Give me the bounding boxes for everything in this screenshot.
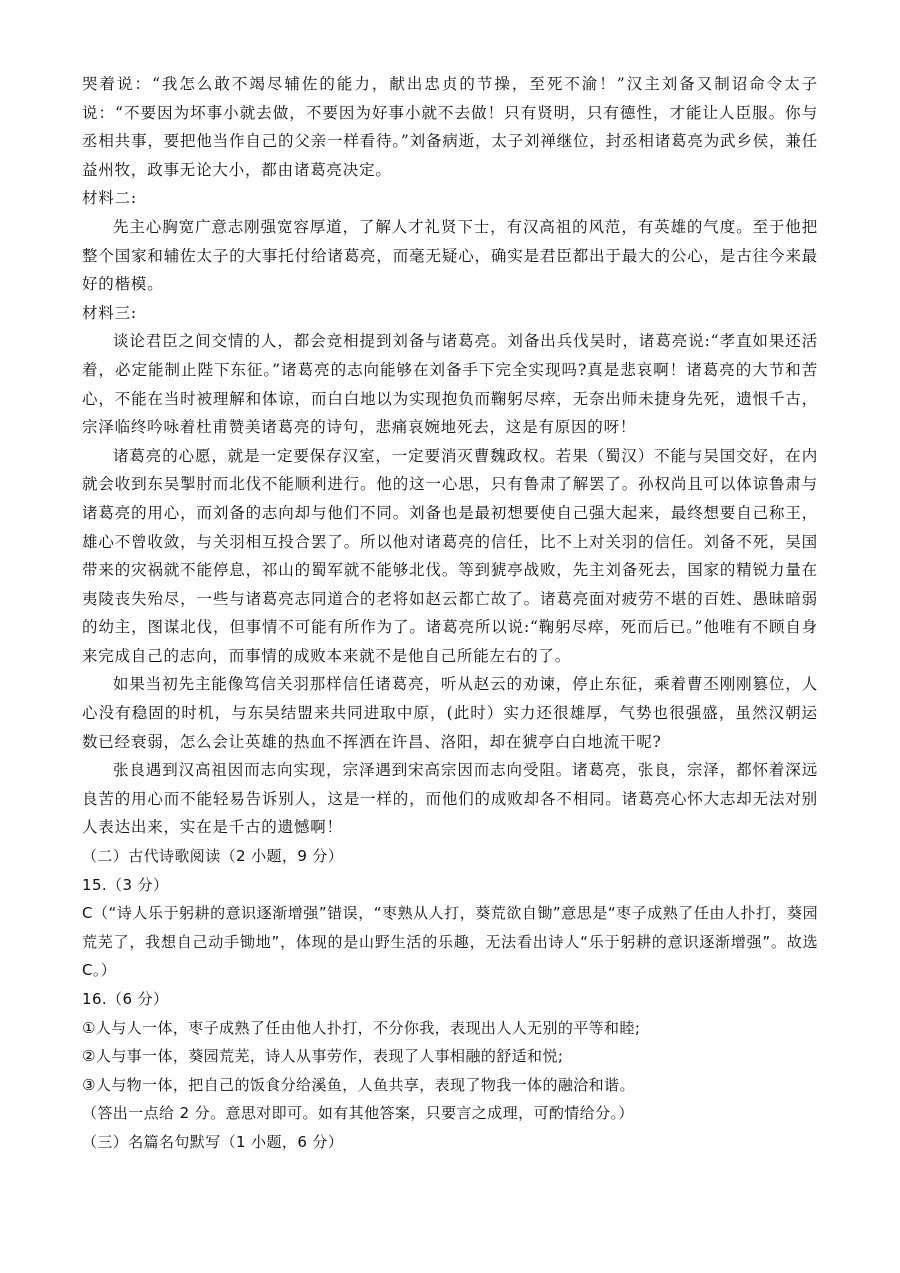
question-16-point-3: ③人与物一体，把自己的饭食分给溪鱼，人鱼共享，表现了物我一体的融洽和谐。: [82, 1075, 635, 1094]
paragraph-material2: 先主心胸宽广意志刚强宽容厚道，了解人才礼贤下士，有汉高祖的风范，有英雄的气度。至于他把整个国家和辅佐太子的大事托付给诸葛亮，而毫无疑心，确实是君臣都出于最大的公心，是古往今来最好的楷模。: [82, 217, 818, 294]
question-15-answer: C（“诗人乐于躬耕的意识逐渐增强”错误，“枣熟从人打，葵荒欲自锄”意思是“枣子成熟了任由人扑打，葵园荒芜了，我想自己动手锄地”，体现的是山野生活的乐趣，无法看出诗人“乐于躬耕的意识逐渐增强”。故选 C。）: [82, 904, 818, 980]
paragraph-material3-1: 谈论君臣之间交情的人，都会竞相提到刘备与诸葛亮。刘备出兵伐吴时，诸葛亮说:“孝直如果还活着，必定能制止陛下东征。”诸葛亮的志向能够在刘备手下完全实现吗?真是悲哀啊！诸葛亮的大节和苦心，不能在当时被理解和体谅，而白白地以为实现抱负而鞠躬尽瘁，无奈出师未捷身先死，遗恨千古，宗泽临终吟咏着杜甫赞美诸葛亮的诗句，悲痛哀婉地死去，这是有原因的呀！: [82, 332, 818, 437]
paragraph-material1-end: 哭着说：“我怎么敢不竭尽辅佐的能力，献出忠贞的节操，至死不渝！”汉主刘备又制诏命令太子说：“不要因为坏事小就去做，不要因为好事小就不去做！只有贤明，只有德性，才能让人臣服。你与丞相共事，要把他当作自己的父亲一样看待。”刘备病逝，太子刘禅继位，封丞相诸葛亮为武乡侯，兼任益州牧，政事无论大小，都由诸葛亮决定。: [82, 75, 818, 179]
paragraph-material3-4: 张良遇到汉高祖因而志向实现，宗泽遇到宋高宗因而志向受阻。诸葛亮，张良，宗泽，都怀着深远良苦的用心而不能轻易告诉别人，这是一样的，而他们的成败却各不相同。诸葛亮心怀大志却无法对别人表达出来，实在是千古的遗憾啊！: [82, 761, 818, 837]
question-16-scoring-note: （答出一点给 2 分。意思对即可。如有其他答案，只要言之成理，可酌情给分。）: [82, 1104, 634, 1123]
heading-material3: 材料三:: [82, 303, 137, 322]
section-title-recitation: （三）名篇名句默写（1 小题，6 分）: [82, 1132, 344, 1151]
heading-material2: 材料二:: [82, 189, 137, 208]
question-15-label: 15.（3 分）: [82, 875, 169, 894]
question-16-point-2: ②人与事一体，葵园荒芜，诗人从事劳作，表现了人事相融的舒适和悦;: [82, 1047, 564, 1066]
question-16-label: 16.（6 分）: [82, 990, 169, 1008]
question-16-point-1: ①人与人一体，枣子成熟了任由他人扑打，不分你我，表现出人人无别的平等和睦;: [82, 1018, 641, 1037]
paragraph-material3-3: 如果当初先主能像笃信关羽那样信任诸葛亮，听从赵云的劝谏，停止东征，乘着曹丕刚刚篡位，人心没有稳固的时机，与东吴结盟来共同进取中原，(此时）实力还很雄厚，气势也很强盛，虽然汉朝运数已经衰弱，怎么会让英雄的热血不挥洒在许昌、洛阳，却在猇亭白白地流干呢?: [82, 675, 818, 751]
section-title-poetry: （二）古代诗歌阅读（2 小题，9 分）: [82, 847, 344, 866]
paragraph-material3-2: 诸葛亮的心愿，就是一定要保存汉室，一定要消灭曹魏政权。若果（蜀汉）不能与吴国交好，在内就会收到东吴掣肘而北伐不能顺利进行。他的这一心思，只有鲁肃了解罢了。孙权尚且可以体谅鲁肃与诸葛亮的用心，而刘备的志向却与他们不同。刘备也是最初想要使自己强大起来，最终想要自己称王，雄心不曾收敛，与关羽相互投合罢了。所以他对诸葛亮的信任，比不上对关羽的信任。刘备不死，吴国带来的灾祸就不能停息，祁山的蜀军就不能够北伐。等到猇亭战败，先主刘备死去，国家的精锐力量在夷陵丧失殆尽，一些与诸葛亮志同道合的老将如赵云都亡故了。诸葛亮面对疲劳不堪的百姓、愚昧暗弱的幼主，图谋北伐，但事情不可能有所作为了。诸葛亮所以说:“鞠躬尽瘁，死而后已。”他唯有不顾自身来完成自己的志向，而事情的成败本来就不是他自己所能左右的了。: [82, 446, 818, 665]
